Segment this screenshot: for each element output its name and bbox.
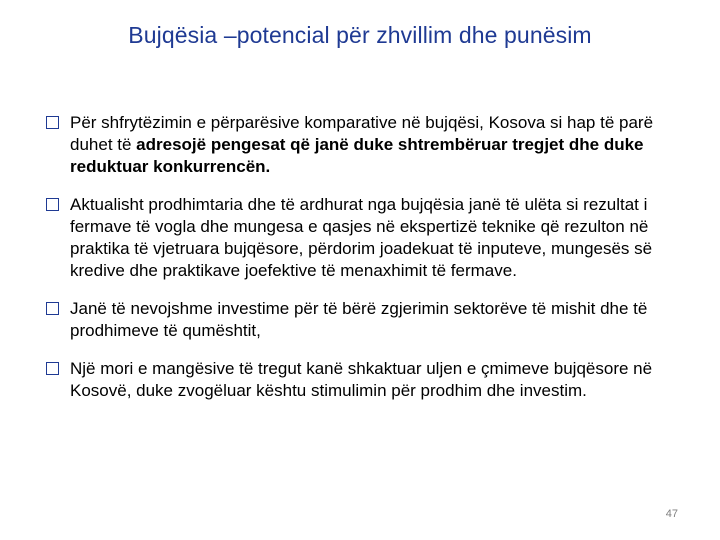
bullet-text: Aktualisht prodhimtaria dhe të ardhurat nga bujqësia janë të ulëta si rezultat i fermave të vogla dhe mungesa e qasjes në ekspertizë teknike që rezulton në praktika të vjetruara bujqësore, përdorim joadekuat të inputeve, mungesës së kredive dhe praktikave joefektive të menaxhimit të fermave. [70, 195, 653, 280]
checkbox-icon [46, 198, 59, 211]
checkbox-icon [46, 116, 59, 129]
bullet-text: Për shfrytëzimin e përparësive komparative në bujqësi, Kosova si hap të parë duhet të [70, 113, 654, 154]
bullet-item [46, 194, 666, 282]
bullet-item [46, 298, 666, 342]
bullet-item [46, 112, 666, 178]
checkbox-icon [46, 302, 59, 315]
bullet-list [46, 112, 666, 418]
bullet-text-bold: adresojë pengesat që janë duke shtrembëruar tregjet dhe duke reduktuar konkurrencën. [70, 135, 644, 176]
bullet-text: Një mori e mangësive të tregut kanë shkaktuar uljen e çmimeve bujqësore në Kosovë, duke zvogëluar kështu stimulimin për prodhim dhe investim. [70, 359, 653, 400]
checkbox-icon [46, 362, 59, 375]
bullet-item [46, 358, 666, 402]
page-number: 47 [665, 508, 678, 520]
slide-title: Bujqësia –potencial për zhvillim dhe punësim [128, 22, 592, 48]
bullet-text: Janë të nevojshme investime për të bërë zgjerimin sektorëve të mishit dhe të prodhimeve të qumështit, [70, 299, 648, 340]
